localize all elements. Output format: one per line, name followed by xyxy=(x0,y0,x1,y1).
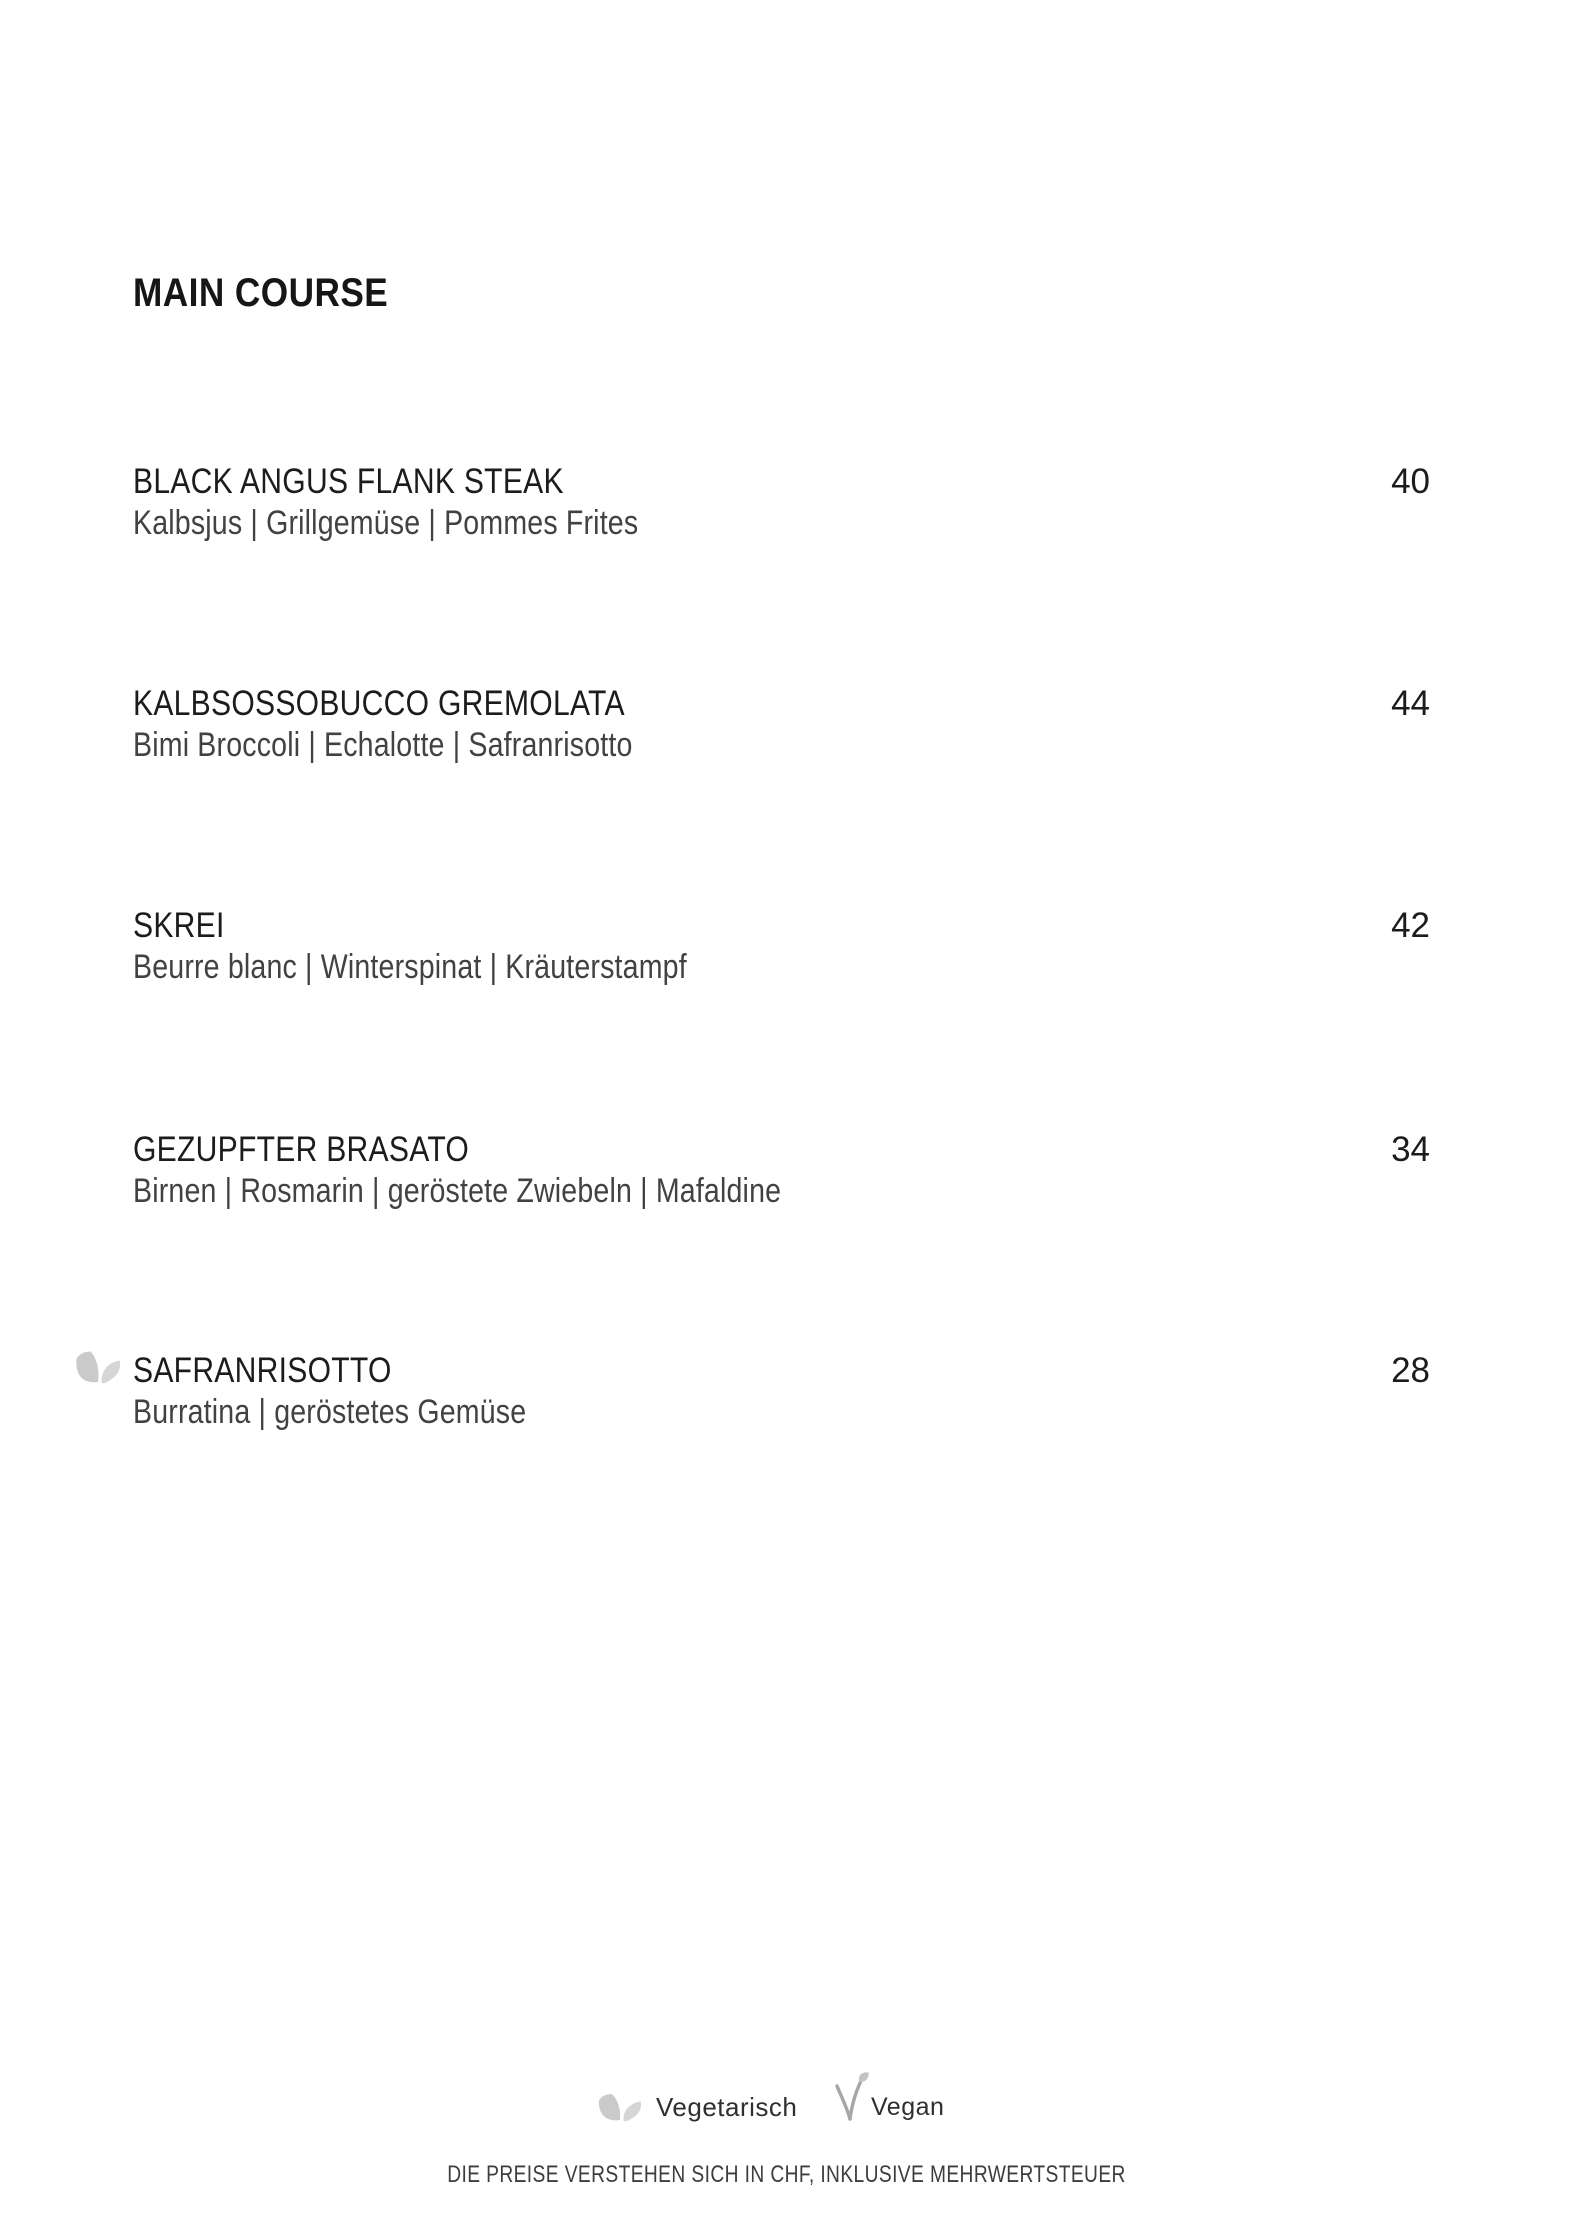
dish-description: Birnen | Rosmarin | geröstete Zwiebeln | Mafaldine xyxy=(133,1172,782,1210)
dish-price: 44 xyxy=(1391,684,1430,723)
menu-item-skrei xyxy=(133,905,1430,987)
vegan-legend-icon xyxy=(833,2071,870,2123)
menu-item-gezupfter-brasato xyxy=(133,1129,1430,1211)
dish-name: GEZUPFTER BRASATO xyxy=(133,1130,470,1169)
dish-price: 34 xyxy=(1391,1130,1430,1169)
dish-name: SAFRANRISOTTO xyxy=(133,1351,392,1390)
vegetarian-icon xyxy=(75,1350,123,1386)
dish-price: 40 xyxy=(1391,462,1430,501)
dish-description: Bimi Broccoli | Echalotte | Safranrisotto xyxy=(133,726,633,764)
menu-item-safranrisotto xyxy=(133,1350,1430,1432)
footer-price-note: DIE PREISE VERSTEHEN SICH IN CHF, INKLUSIVE MEHRWERTSTEUER xyxy=(447,2161,1126,2188)
dish-price: 42 xyxy=(1391,906,1430,945)
menu-item-kalbsossobucco xyxy=(133,683,1430,765)
dish-name: KALBSOSSOBUCCO GREMOLATA xyxy=(133,684,625,723)
dish-description: Kalbsjus | Grillgemüse | Pommes Frites xyxy=(133,504,639,542)
dish-description: Beurre blanc | Winterspinat | Kräuterstampf xyxy=(133,948,687,986)
vegetarian-legend-label: Vegetarisch xyxy=(656,2092,798,2122)
vegan-legend-label: Vegan xyxy=(871,2093,945,2121)
menu-item-black-angus xyxy=(133,461,1430,543)
dish-name: BLACK ANGUS FLANK STEAK xyxy=(133,462,564,501)
page-title: MAIN COURSE xyxy=(133,271,389,315)
dish-name: SKREI xyxy=(133,906,225,945)
dish-price: 28 xyxy=(1391,1351,1430,1390)
dish-description: Burratina | geröstetes Gemüse xyxy=(133,1393,527,1431)
vegetarian-legend-icon xyxy=(597,2093,645,2123)
